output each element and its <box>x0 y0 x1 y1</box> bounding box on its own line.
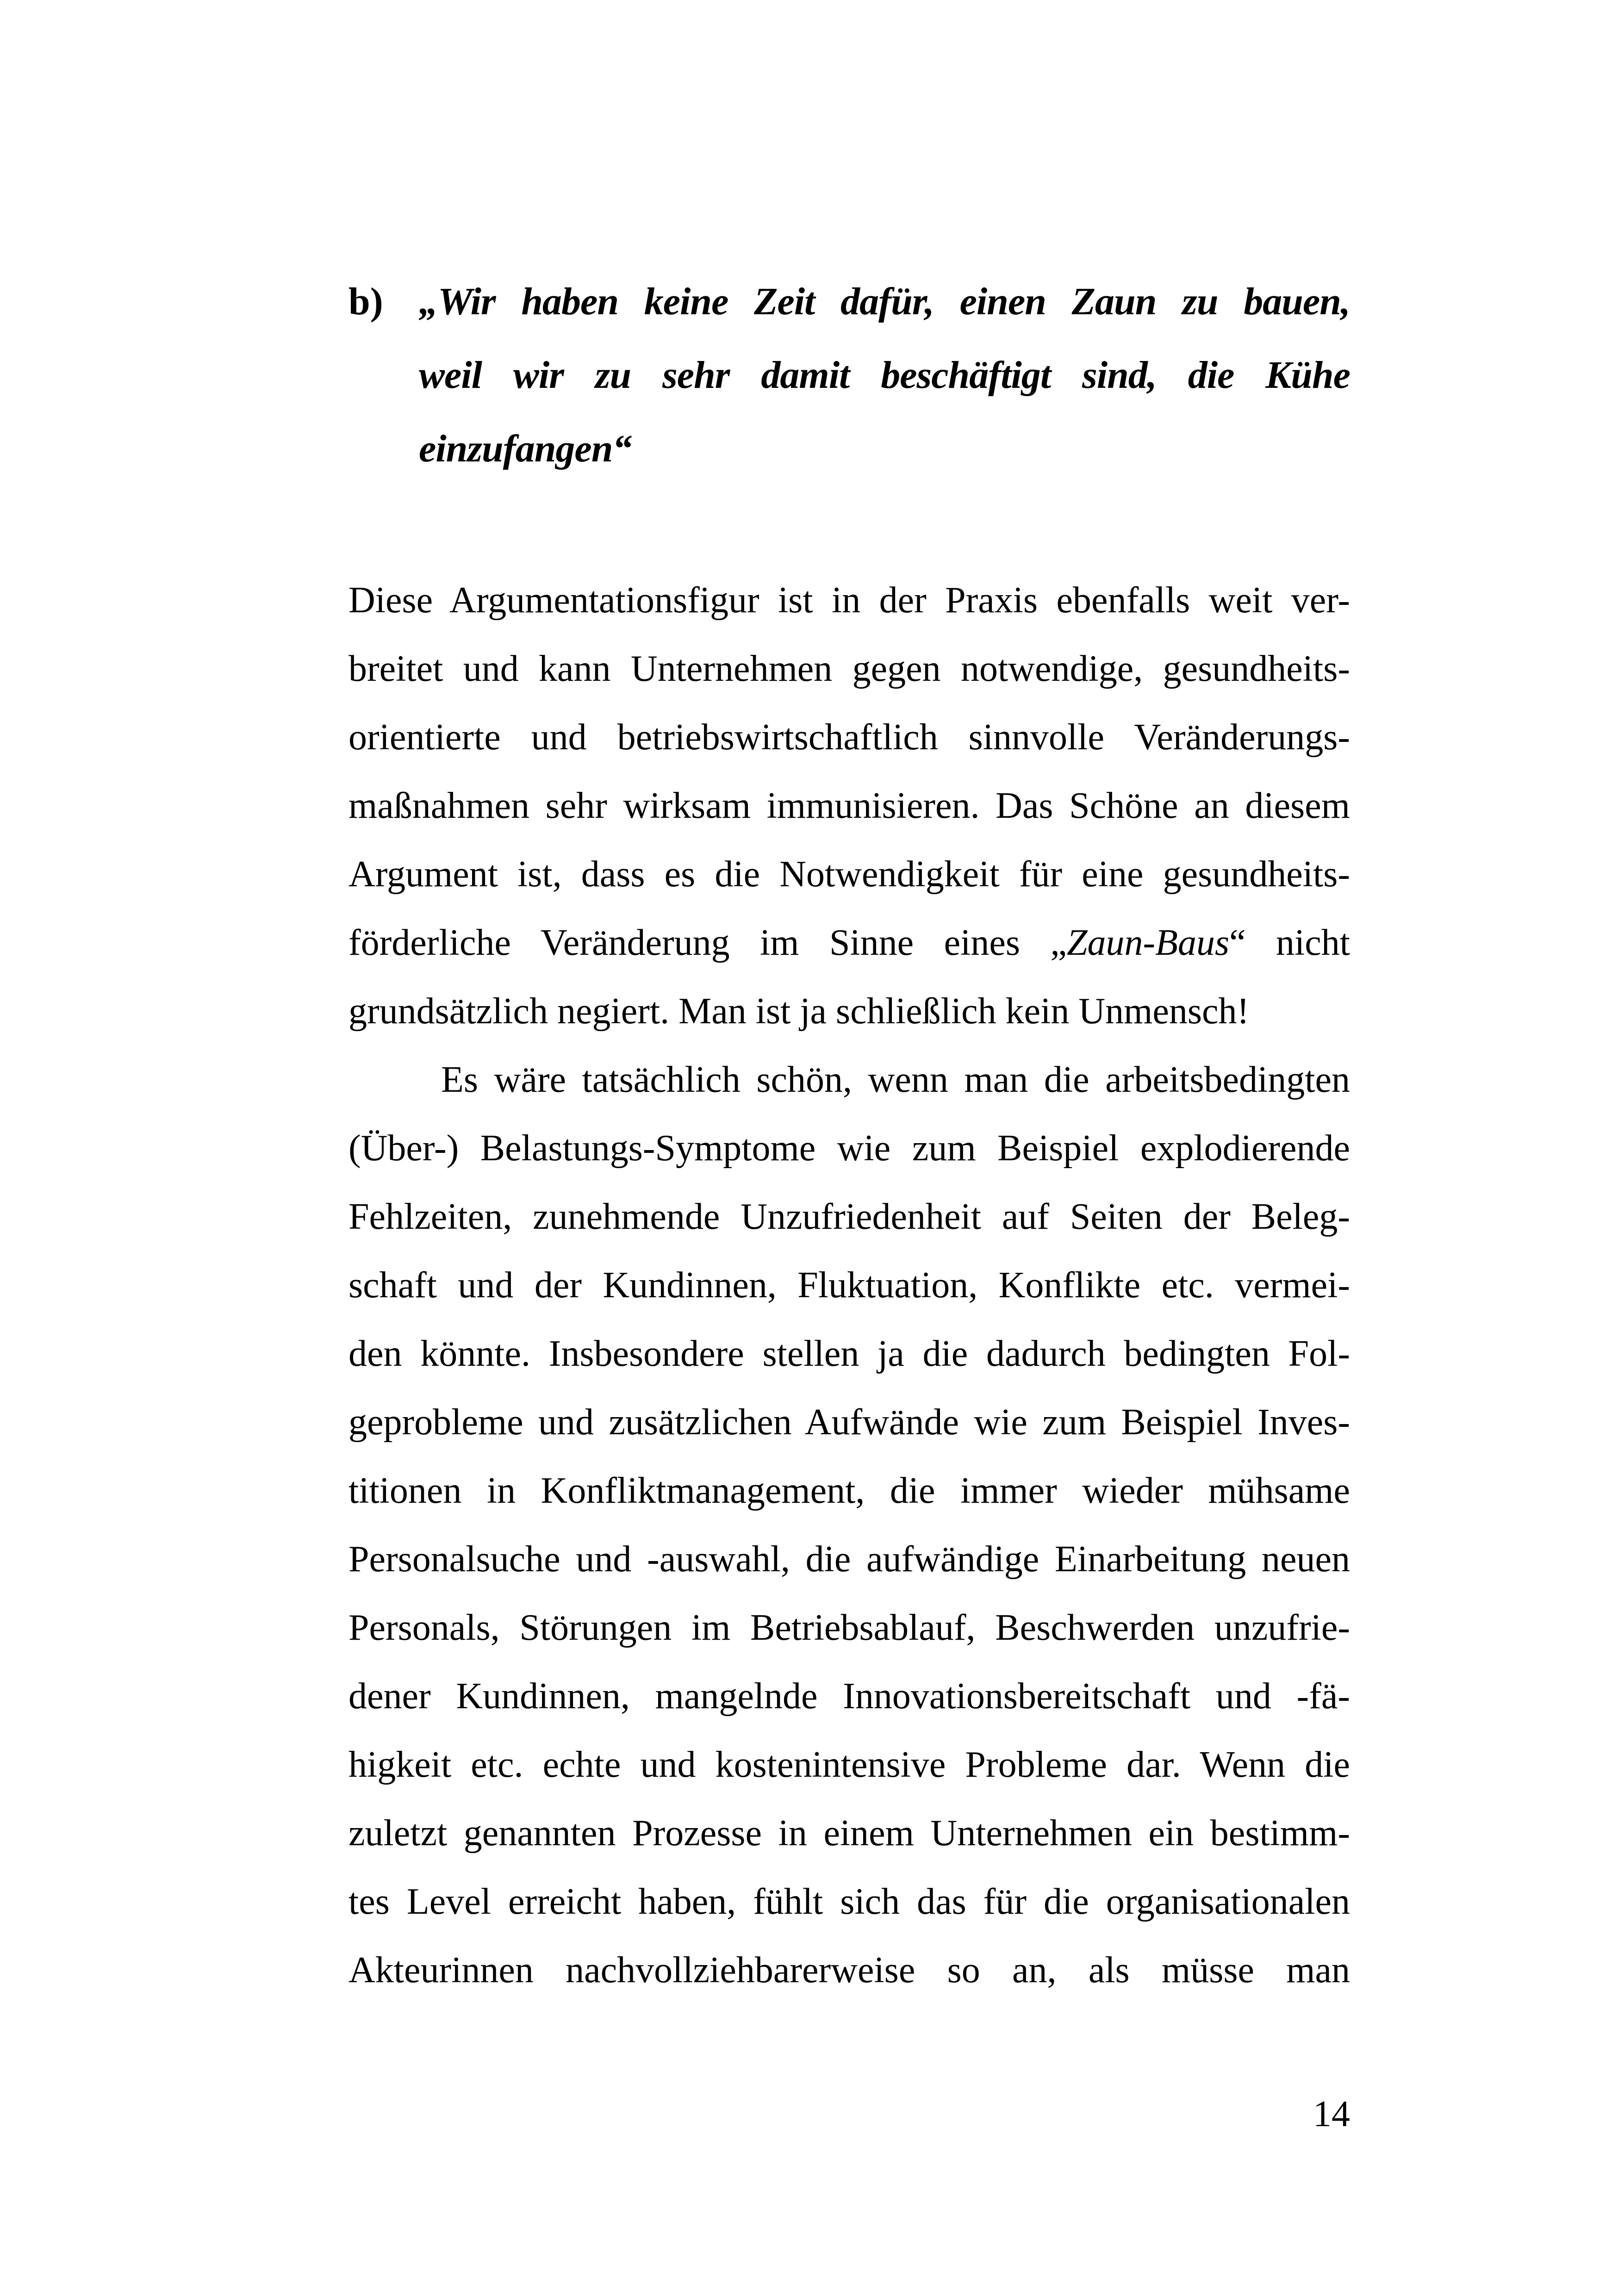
text-line: schaft und der Kundinnen, Fluktuation, Konflikte etc. vermei- <box>348 1265 1350 1306</box>
text-line: orientierte und betriebswirtschaftlich sinnvolle Veränderungs- <box>348 717 1350 758</box>
text-line: titionen in Konfliktmanagement, die immer wieder mühsame <box>348 1470 1350 1511</box>
text-line: Argument ist, dass es die Notwendigkeit für eine gesundheits- <box>348 854 1350 895</box>
body-text <box>348 566 1350 2004</box>
text-line: maßnahmen sehr wirksam immunisieren. Das Schöne an diesem <box>348 785 1350 826</box>
text-line: breitet und kann Unternehmen gegen notwendige, gesundheits- <box>348 648 1350 689</box>
text-line: den könnte. Insbesondere stellen ja die dadurch bedingten Fol- <box>348 1333 1350 1374</box>
text-line: Personals, Störungen im Betriebsablauf, Beschwerden unzufrie- <box>348 1607 1350 1648</box>
text-line: (Über-) Belastungs-Symptome wie zum Beispiel explodierende <box>348 1128 1350 1169</box>
paragraph <box>348 1045 1350 2004</box>
heading-line: einzufangen“ <box>419 427 632 470</box>
text-line: geprobleme und zusätzlichen Aufwände wie zum Beispiel Inves- <box>348 1402 1350 1443</box>
text-line: dener Kundinnen, mangelnde Innovationsbereitschaft und -fä- <box>348 1676 1350 1717</box>
text-line: grundsätzlich negiert. Man ist ja schließlich kein Unmensch! <box>348 991 1250 1032</box>
heading-line: weil wir zu sehr damit beschäftigt sind, die Kühe <box>419 354 1350 397</box>
section-heading <box>419 265 1350 485</box>
page-number: 14 <box>1313 2094 1350 2134</box>
paragraph <box>348 566 1350 1045</box>
section-label: b) <box>348 280 383 323</box>
text-line <box>348 908 1350 977</box>
text-line: tes Level erreicht haben, fühlt sich das für die organisationalen <box>348 1881 1350 1922</box>
text-line: Fehlzeiten, zunehmende Unzufriedenheit auf Seiten der Beleg- <box>348 1196 1350 1237</box>
heading-line: „Wir haben keine Zeit dafür, einen Zaun zu bauen, <box>419 280 1350 323</box>
text-line: Diese Argumentationsfigur ist in der Praxis ebenfalls weit ver- <box>348 580 1350 621</box>
text-line: Personalsuche und -auswahl, die aufwändige Einarbeitung neuen <box>348 1539 1350 1580</box>
text-line: higkeit etc. echte und kostenintensive Probleme dar. Wenn die <box>348 1744 1350 1785</box>
text-line: Es wäre tatsächlich schön, wenn man die arbeitsbedingten <box>441 1059 1350 1100</box>
text-segment: förderliche Veränderung im Sinne eines „ <box>348 922 1067 963</box>
text-line: Akteurinnen nachvollziehbarerweise so an, als müsse man <box>348 1950 1350 1991</box>
text-line: zuletzt genannten Prozesse in einem Unternehmen ein bestimm- <box>348 1813 1350 1854</box>
italic-term: Zaun-Baus <box>1066 922 1230 963</box>
text-segment: “ nicht <box>1229 922 1350 963</box>
